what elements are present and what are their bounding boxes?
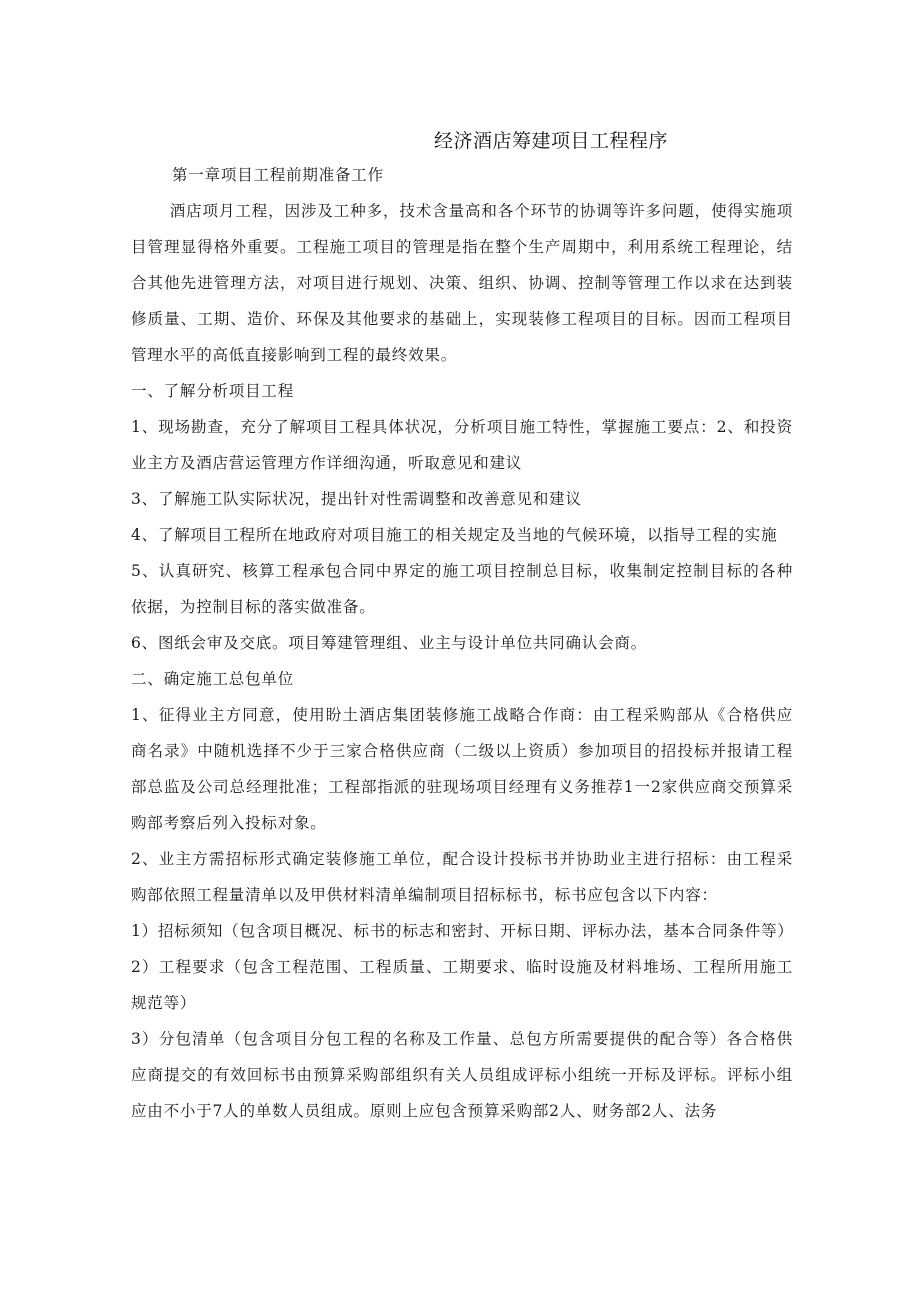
list-item: 2、业主方需招标形式确定装修施工单位，配合设计投标书并协助业主进行招标：由工程采购部依照工程量清单以及甲供材料清单编制项目招标标书，标书应包含以下内容： <box>131 850 793 904</box>
list-item: 3、了解施工队实际状况，提出针对性需调整和改善意见和建议 <box>131 490 582 508</box>
list-item: 4、了解项目工程所在地政府对项目施工的相关规定及当地的气候环境，以指导工程的实施 <box>131 526 778 544</box>
document-body <box>131 157 793 1129</box>
list-item: 1、征得业主方同意，使用盼土酒店集团装修施工战略合作商：由工程采购部从《合格供应商名录》中随机选择不少于三家合格供应商（二级以上资质）参加项目的招投标并报请工程部总监及公司总经理批准；工程部指派的驻现场项目经理有义务推荐1一2家供应商交预算采购部考察后列入投标对象。 <box>131 706 793 832</box>
document-title: 经济酒店筹建项目工程程序 <box>434 130 669 152</box>
sub-list-item: 1）招标须知（包含项目概况、标书的标志和密封、开标日期、评标办法，基本合同条件等） <box>131 922 794 940</box>
chapter-heading: 第一章项目工程前期准备工作 <box>172 166 384 184</box>
list-item: 6、图纸会审及交底。项目筹建管理组、业主与设计单位共同确认会商。 <box>131 634 647 652</box>
list-item: 5、认真研究、核算工程承包合同中界定的施工项目控制总目标，收集制定控制目标的各种依据，为控制目标的落实做准备。 <box>131 562 793 616</box>
sub-list-item: 3）分包清单（包含项目分包工程的名称及工作量、总包方所需要提供的配合等）各合格供应商提交的有效回标书由预算采购部组织有关人员组成评标小组统一开标及评标。评标小组应由不小于7人的单数人员组成。原则上应包含预算采购部2人、财务部2人、法务 <box>131 1030 793 1120</box>
section-heading-2: 二、确定施工总包单位 <box>131 670 295 688</box>
list-item: 1、现场勘查，充分了解项目工程具体状况，分析项目施工特性，掌握施工要点：2、和投资业主方及酒店营运管理方作详细沟通，听取意见和建议 <box>131 418 793 472</box>
intro-paragraph: 酒店项月工程，因涉及工种多，技术含量高和各个环节的协调等许多问题，使得实施项目管理显得格外重要。工程施工项目的管理是指在整个生产周期中，利用系统工程理论，结合其他先进管理方法，对项目进行规划、决策、组织、协调、控制等管理工作以求在达到装修质量、工期、造价、环保及其他要求的基础上，实现装修工程项目的目标。因而工程项目管理水平的高低直接影响到工程的最终效果。 <box>131 202 793 364</box>
sub-list-item: 2）工程要求（包含工程范围、工程质量、工期要求、临时设施及材料堆场、工程所用施工规范等） <box>131 958 793 1012</box>
section-heading-1: 一、了解分析项目工程 <box>131 382 295 400</box>
